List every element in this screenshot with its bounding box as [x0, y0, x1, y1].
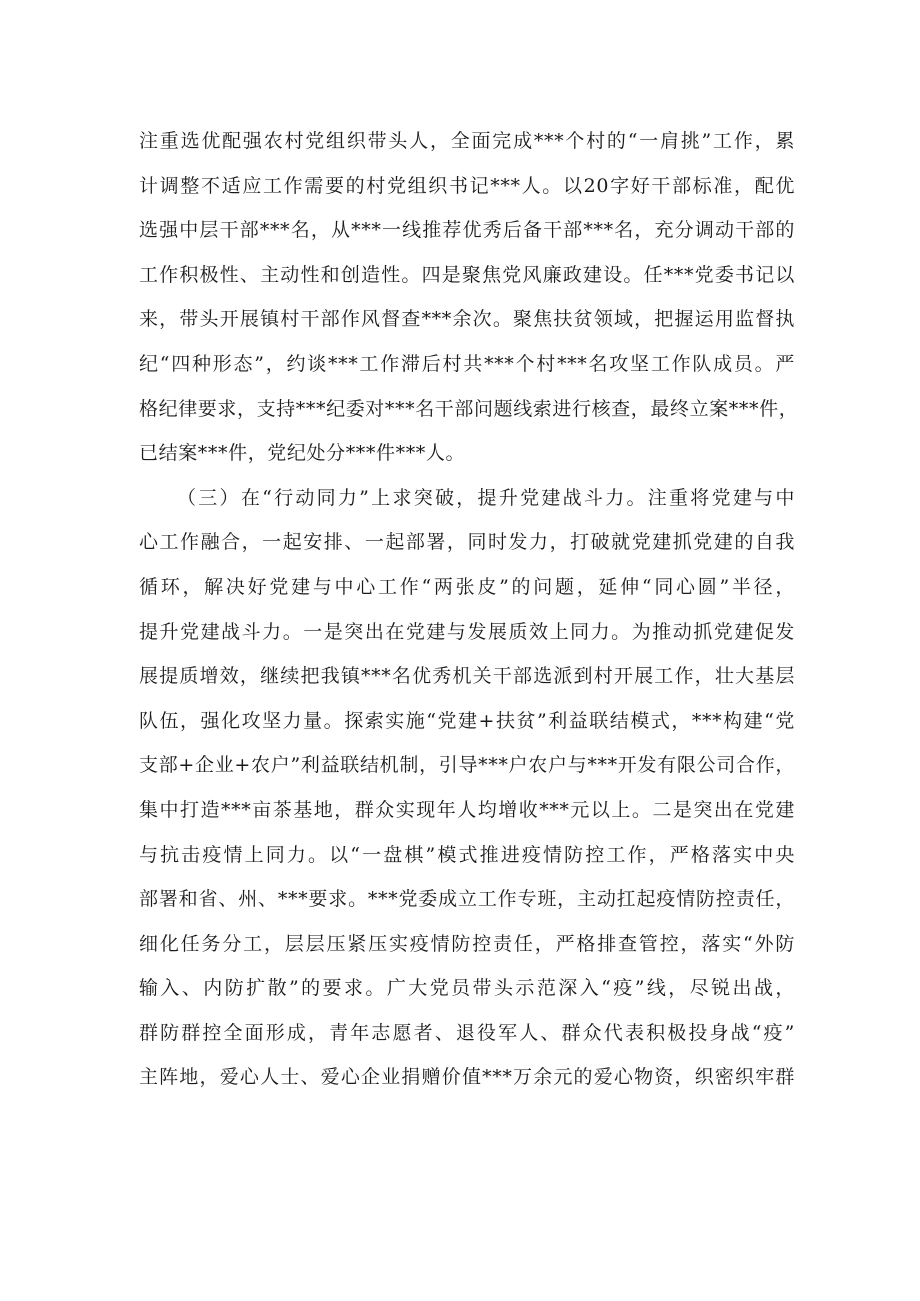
- text-line: 格纪律要求，支持***纪委对***名干部问题线索进行核查，最终立案***件，: [139, 397, 799, 420]
- text-line: 来，带头开展镇村干部作风督查***余次。聚焦扶贫领域，把握运用监督执: [139, 308, 795, 331]
- text-line: 纪“四种形态”，约谈***工作滞后村共***个村***名攻坚工作队成员。严: [139, 352, 795, 375]
- text-line: 工作积极性、主动性和创造性。四是聚焦党风廉政建设。任***党委书记以: [139, 263, 795, 286]
- text-line: 计调整不适应工作需要的村党组织书记***人。以20字好干部标准，配优: [139, 174, 795, 197]
- text-line: 细化任务分工，层层压紧压实疫情防控责任，严格排查管控，落实“外防: [139, 932, 795, 955]
- text-line: 支部+企业+农户”利益联结机制，引导***户农户与***开发有限公司合作，: [139, 754, 795, 777]
- text-line: 主阵地，爱心人士、爱心企业捐赠价值***万余元的爱心物资，织密织牢群: [139, 1066, 795, 1089]
- document-body: [139, 119, 799, 1100]
- paragraph-2: [139, 476, 795, 1100]
- text-line: 输入、内防扩散”的要求。广大党员带头示范深入“疫”线，尽锐出战，: [139, 977, 795, 1000]
- text-line: 部署和省、州、***要求。***党委成立工作专班，主动扛起疫情防控责任，: [139, 888, 795, 911]
- text-line: 循环，解决好党建与中心工作“两张皮”的问题，延伸“同心圆”半径，: [139, 575, 795, 598]
- text-line: 已结案***件，党纪处分***件***人。: [139, 442, 466, 465]
- text-line: 展提质增效，继续把我镇***名优秀机关干部选派到村开展工作，壮大基层: [139, 665, 795, 688]
- text-line: 注重选优配强农村党组织带头人，全面完成***个村的“一肩挑”工作，累: [139, 130, 795, 152]
- text-line: 群防群控全面形成，青年志愿者、退役军人、群众代表积极投身战“疫”: [139, 1021, 795, 1044]
- text-line: （三）在“行动同力”上求突破，提升党建战斗力。注重将党建与中: [177, 486, 795, 509]
- text-line: 选强中层干部***名，从***一线推荐优秀后备干部***名，充分调动干部的: [139, 219, 795, 242]
- text-line: 与抗击疫情上同力。以“一盘棋”模式推进疫情防控工作，严格落实中央: [139, 843, 795, 866]
- paragraph-1: [139, 119, 799, 476]
- text-line: 集中打造***亩茶基地，群众实现年人均增收***元以上。二是突出在党建: [139, 798, 795, 821]
- text-line: 提升党建战斗力。一是突出在党建与发展质效上同力。为推动抓党建促发: [139, 620, 795, 643]
- text-line: 队伍，强化攻坚力量。探索实施“党建+扶贫”利益联结模式，***构建“党: [139, 709, 795, 732]
- text-line: 心工作融合，一起安排、一起部署，同时发力，打破就党建抓党建的自我: [139, 531, 795, 554]
